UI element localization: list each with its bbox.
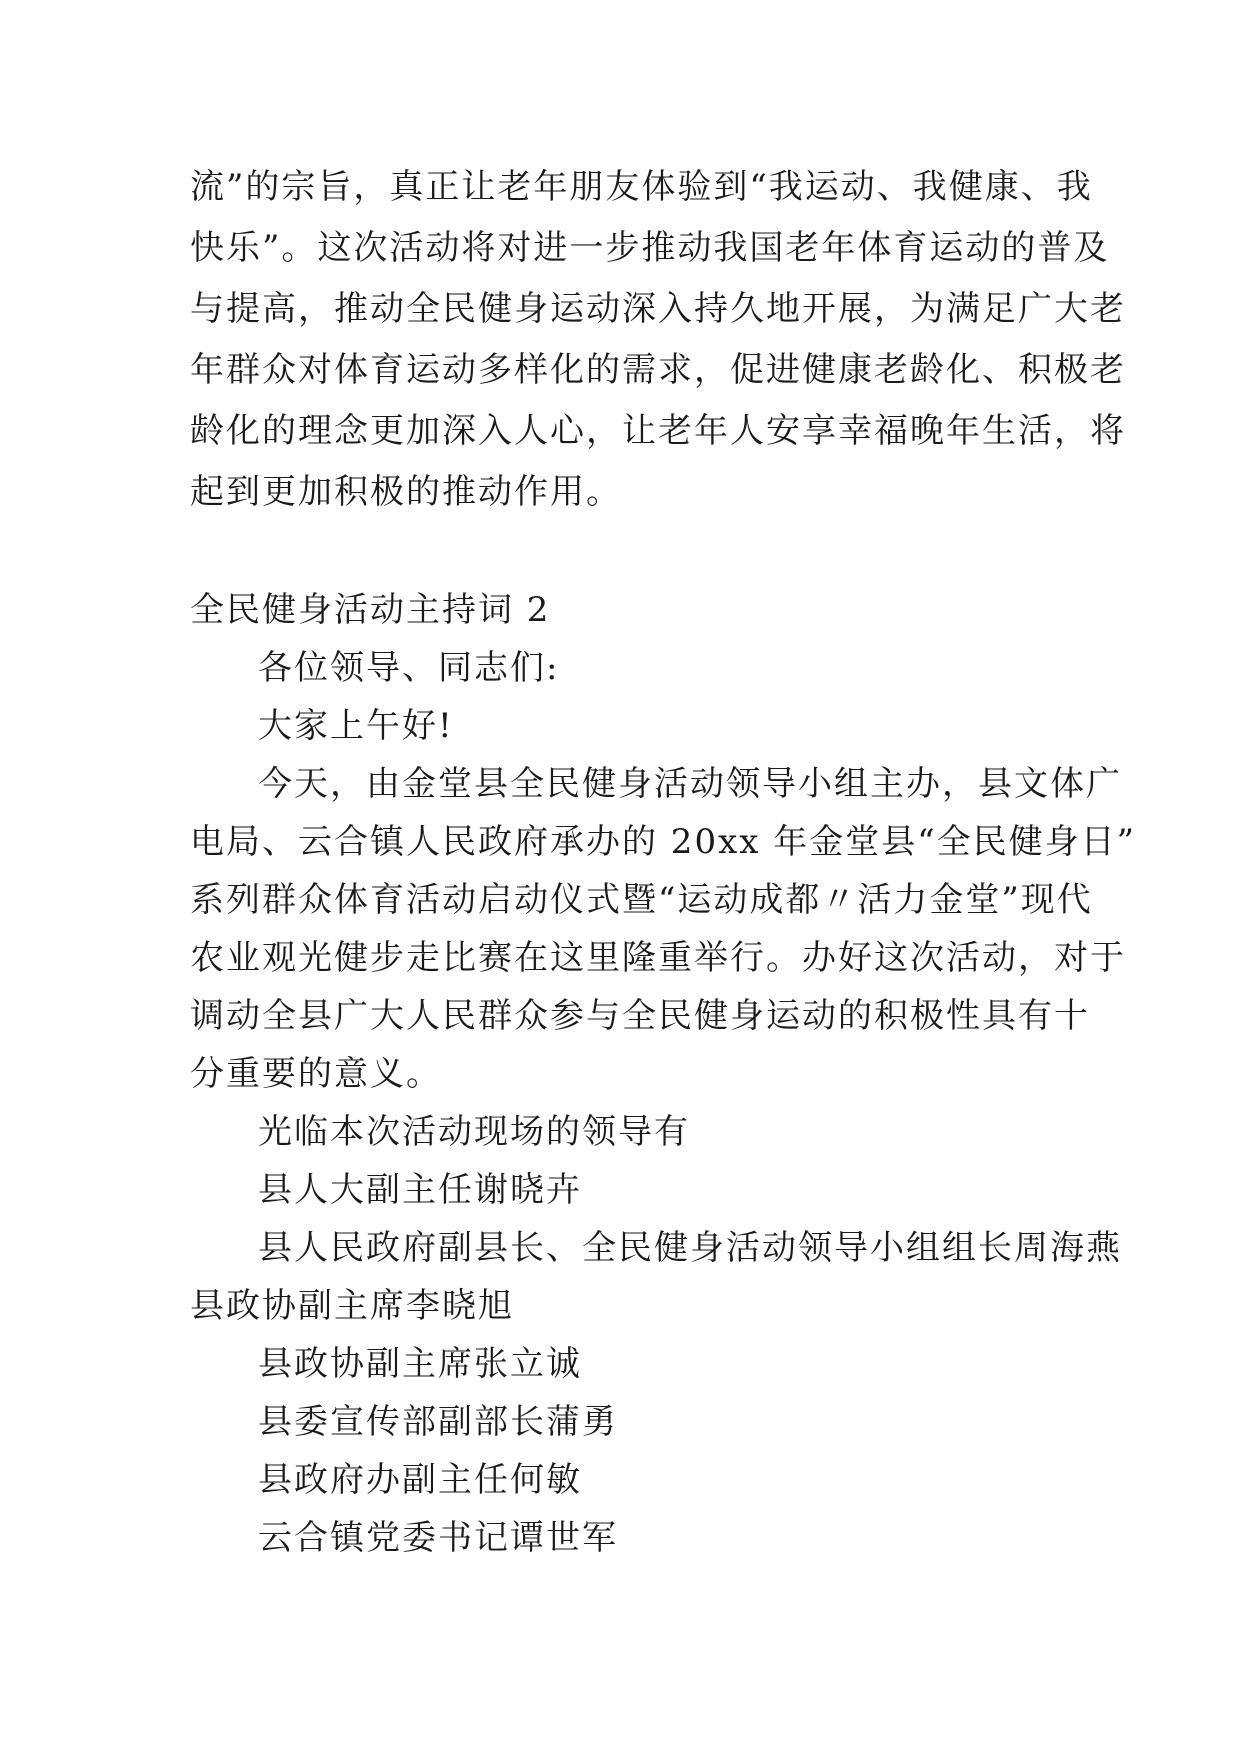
text-line: 年群众对体育运动多样化的需求，促进健康老龄化、积极老 (190, 350, 1126, 390)
text-line: 龄化的理念更加深入人心，让老年人安享幸福晚年生活，将 (190, 411, 1126, 451)
document-body (190, 157, 1136, 1567)
text-line: 县委宣传部副部长蒲勇 (258, 1402, 618, 1442)
text-line: 农业观光健步走比赛在这里隆重举行。办好这次活动，对于 (190, 938, 1126, 978)
text-line: 县人民政府副县长、全民健身活动领导小组组长周海燕 (258, 1228, 1122, 1268)
text-line: 系列群众体育活动启动仪式暨“运动成都〃活力金堂”现代 (190, 880, 1093, 920)
text-line: 县人大副主任谢晓卉 (258, 1170, 582, 1210)
text-line: 分重要的意义。 (190, 1054, 442, 1094)
text-line: 调动全县广大人民群众参与全民健身运动的积极性具有十 (190, 996, 1090, 1036)
text-line: 快乐”。这次活动将对进一步推动我国老年体育运动的普及 (190, 228, 1110, 268)
text-line: 各位领导、同志们: (258, 648, 560, 688)
text-line: 今天，由金堂县全民健身活动领导小组主办，县文体广 (258, 764, 1122, 804)
text-line: 起到更加积极的推动作用。 (190, 472, 622, 512)
text-line: 电局、云合镇人民政府承办的 20xx 年金堂县“全民健身日” (190, 822, 1136, 862)
text-line: 云合镇党委书记谭世军 (258, 1518, 618, 1558)
section-heading: 全民健身活动主持词 2 (190, 590, 551, 630)
text-line: 与提高，推动全民健身运动深入持久地开展，为满足广大老 (190, 289, 1126, 329)
text-line: 县政协副主席李晓旭 (190, 1286, 514, 1326)
paragraph-closing-previous (190, 157, 1126, 523)
text-line: 大家上午好! (258, 706, 454, 746)
paragraph-gap (190, 523, 1060, 581)
text-line: 流”的宗旨，真正让老年朋友体验到“我运动、我健康、我 (190, 167, 1093, 207)
speech-body (190, 639, 1136, 1567)
text-line: 县政协副主席张立诚 (258, 1344, 582, 1384)
text-line: 县政府办副主任何敏 (258, 1460, 582, 1500)
text-line: 光临本次活动现场的领导有 (258, 1112, 690, 1152)
